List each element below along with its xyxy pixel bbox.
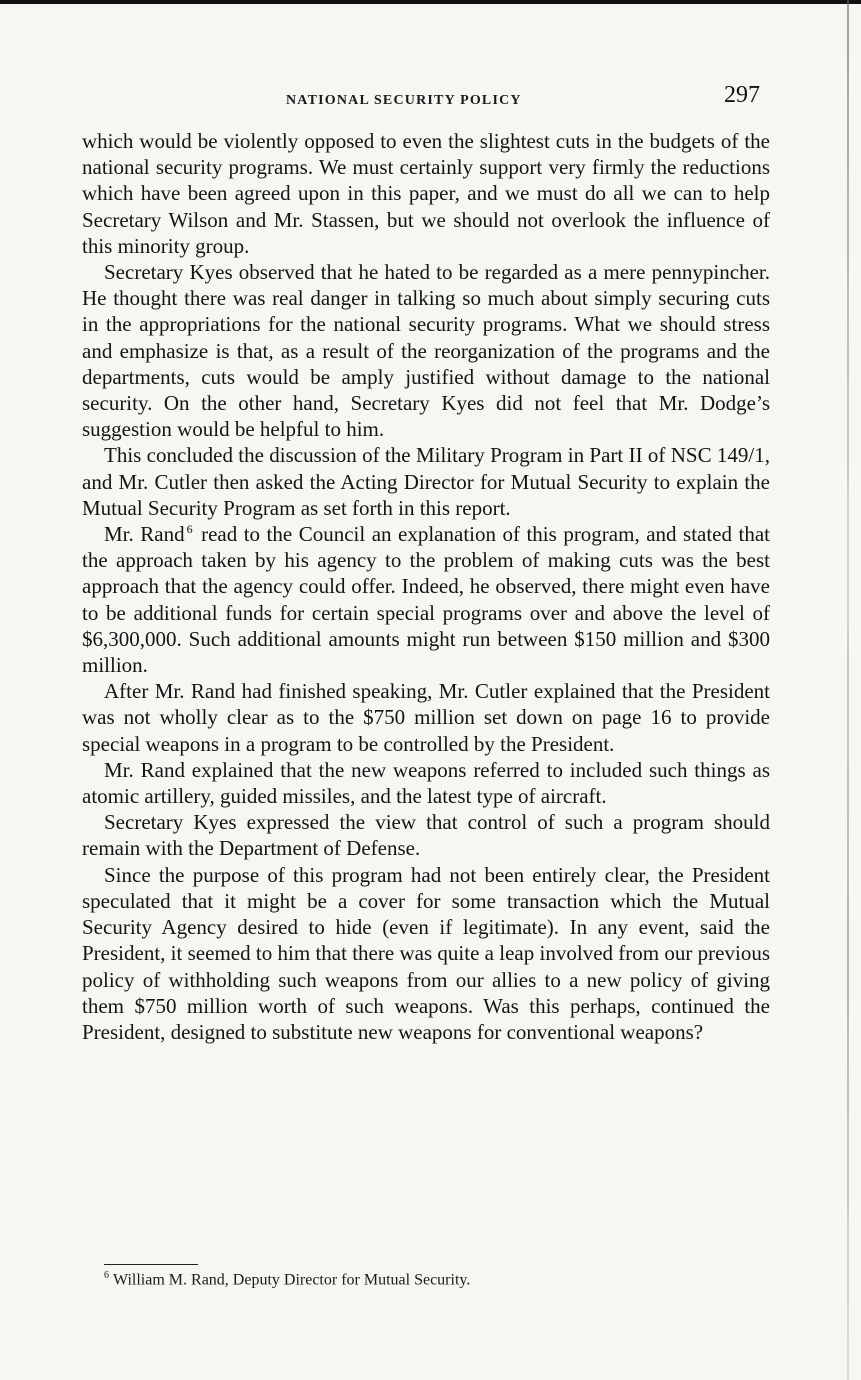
paragraph: Since the purpose of this program had not been entirely clear, the President speculated that it might be a cover for some transaction which the Mutual Security Agency desired to hide (even if legitimate). In any event, said the President, it seemed to him that there was quite a leap involved from our previous policy of withholding such weapons from our allies to a new policy of giving them $750 million worth of such weapons. Was this perhaps, continued the President, designed to substitute new weapons for conventional weapons? (82, 862, 770, 1044)
paragraph: Secretary Kyes expressed the view that control of such a program should remain with the Department of Defense. (82, 810, 770, 861)
footnote (104, 1270, 470, 1289)
paragraph-rand (82, 521, 770, 678)
paragraph: After Mr. Rand had finished speaking, Mr. Cutler explained that the President was not wholly clear as to the $750 million set down on page 16 to provide special weapons in a program to be controlled by the President. (82, 679, 770, 756)
paragraph-rest: read to the Council an explanation of this program, and stated that the approach taken by his agency to the problem of making cuts was the best approach that the agency could offer. Indeed, he observed, there might even have to be additional funds for certain special programs over and above the level of $6,300,000. Such additional amounts might run between $150 million and $300 million. (82, 522, 770, 678)
paragraph: which would be violently opposed to even the slightest cuts in the budgets of the national security programs. We must certainly support very firmly the reductions which have been agreed upon in this paper, and we must do all we can to help Secretary Wilson and Mr. Stassen, but we should not overlook the influence of this minority group. (82, 129, 770, 258)
body-text (82, 128, 770, 1045)
footnote-reference[interactable]: 6 (186, 522, 193, 537)
paragraph: Secretary Kyes observed that he hated to be regarded as a mere pennypincher. He thought there was real danger in talking so much about simply securing cuts in the appropriations for the national security programs. What we should stress and emphasize is that, as a result of the reorganization of the programs and the departments, cuts would be amply justified without damage to the national security. On the other hand, Secretary Kyes did not feel that Mr. Dodge’s suggestion would be helpful to him. (82, 260, 770, 442)
paragraph: Mr. Rand explained that the new weapons referred to included such things as atomic artillery, guided missiles, and the latest type of aircraft. (82, 757, 770, 809)
paragraph-lead: Mr. Rand (104, 522, 185, 547)
footnote-text: William M. Rand, Deputy Director for Mutual Security. (113, 1271, 471, 1289)
paragraph: This concluded the discussion of the Military Program in Part II of NSC 149/1, and Mr. Cutler then asked the Acting Director for Mutual Security to explain the Mutual Security Program as set forth in this report. (82, 443, 770, 520)
running-head: NATIONAL SECURITY POLICY (286, 93, 522, 108)
page-number: 297 (724, 82, 760, 108)
footnote-divider (104, 1264, 198, 1265)
page-edge (847, 0, 849, 1380)
top-border (0, 0, 861, 4)
footnote-mark: 6 (104, 1270, 109, 1281)
